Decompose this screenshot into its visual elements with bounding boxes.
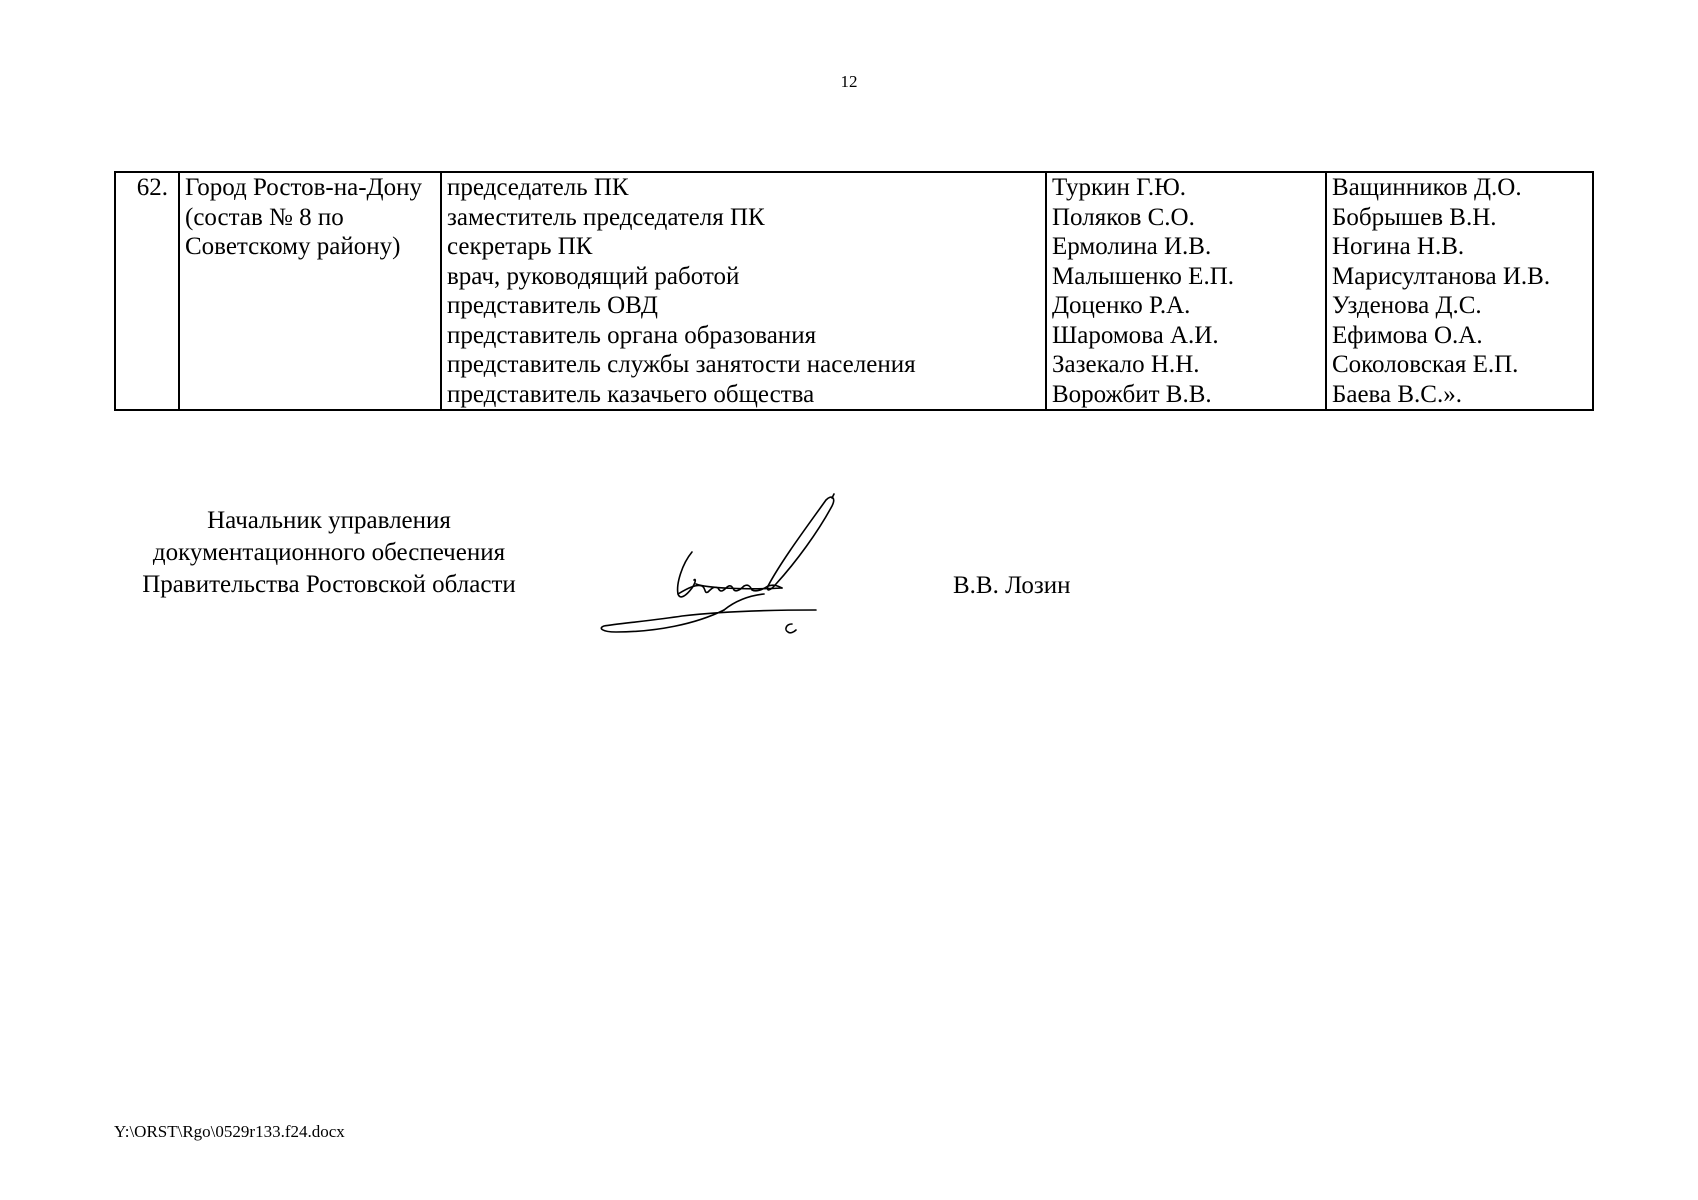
row-number: 62. [115, 172, 179, 410]
position-item: представитель органа образования [447, 321, 817, 349]
page-number: 12 [840, 72, 858, 91]
member-name: Ермолина И.В. [1052, 233, 1212, 260]
signer-title [114, 505, 544, 601]
signer-title-line: Правительства Ростовской области [142, 571, 516, 598]
position-item: представитель службы занятости населения [447, 351, 916, 378]
handwritten-signature [596, 492, 926, 642]
table-row [115, 172, 1593, 410]
signer-title-line: Начальник управления [207, 507, 451, 534]
deputy-name: Узденова Д.С. [1332, 292, 1482, 319]
deputy-name: Ногина Н.В. [1332, 233, 1465, 260]
deputies-cell [1326, 172, 1593, 410]
member-name: Поляков С.О. [1052, 203, 1195, 231]
signer-name: В.В. Лозин [953, 572, 1071, 599]
position-item: заместитель председателя ПК [447, 203, 765, 231]
territory-cell: Город Ростов-на-Дону (состав № 8 по Советскому району) [179, 172, 441, 410]
member-name: Туркин Г.Ю. [1052, 174, 1187, 201]
position-item: секретарь ПК [447, 233, 593, 260]
file-path: Y:\ORST\Rgo\0529r133.f24.docx [114, 1122, 345, 1141]
member-name: Малышенко Е.П. [1052, 262, 1234, 290]
deputy-name: Бобрышев В.Н. [1332, 203, 1497, 231]
deputy-name: Соколовская Е.П. [1332, 351, 1519, 378]
member-name: Шаромова А.И. [1052, 321, 1219, 349]
member-name: Зазекало Н.Н. [1052, 351, 1200, 378]
member-name: Доценко Р.А. [1052, 292, 1191, 319]
position-item: представитель ОВД [447, 292, 658, 319]
deputy-name: Марисултанова И.В. [1332, 262, 1551, 290]
member-name: Ворожбит В.В. [1052, 380, 1212, 408]
position-item: представитель казачьего общества [447, 380, 815, 408]
position-item: врач, руководящий работой [447, 262, 740, 290]
position-item: председатель ПК [447, 174, 629, 201]
positions-cell [441, 172, 1046, 410]
deputy-name: Ефимова О.А. [1332, 321, 1483, 349]
members-cell [1046, 172, 1326, 410]
signer-title-line: документационного обеспечения [152, 539, 506, 566]
commission-table [114, 171, 1594, 411]
deputy-name: Баева В.С.». [1332, 380, 1462, 408]
deputy-name: Ващинников Д.О. [1332, 174, 1522, 201]
